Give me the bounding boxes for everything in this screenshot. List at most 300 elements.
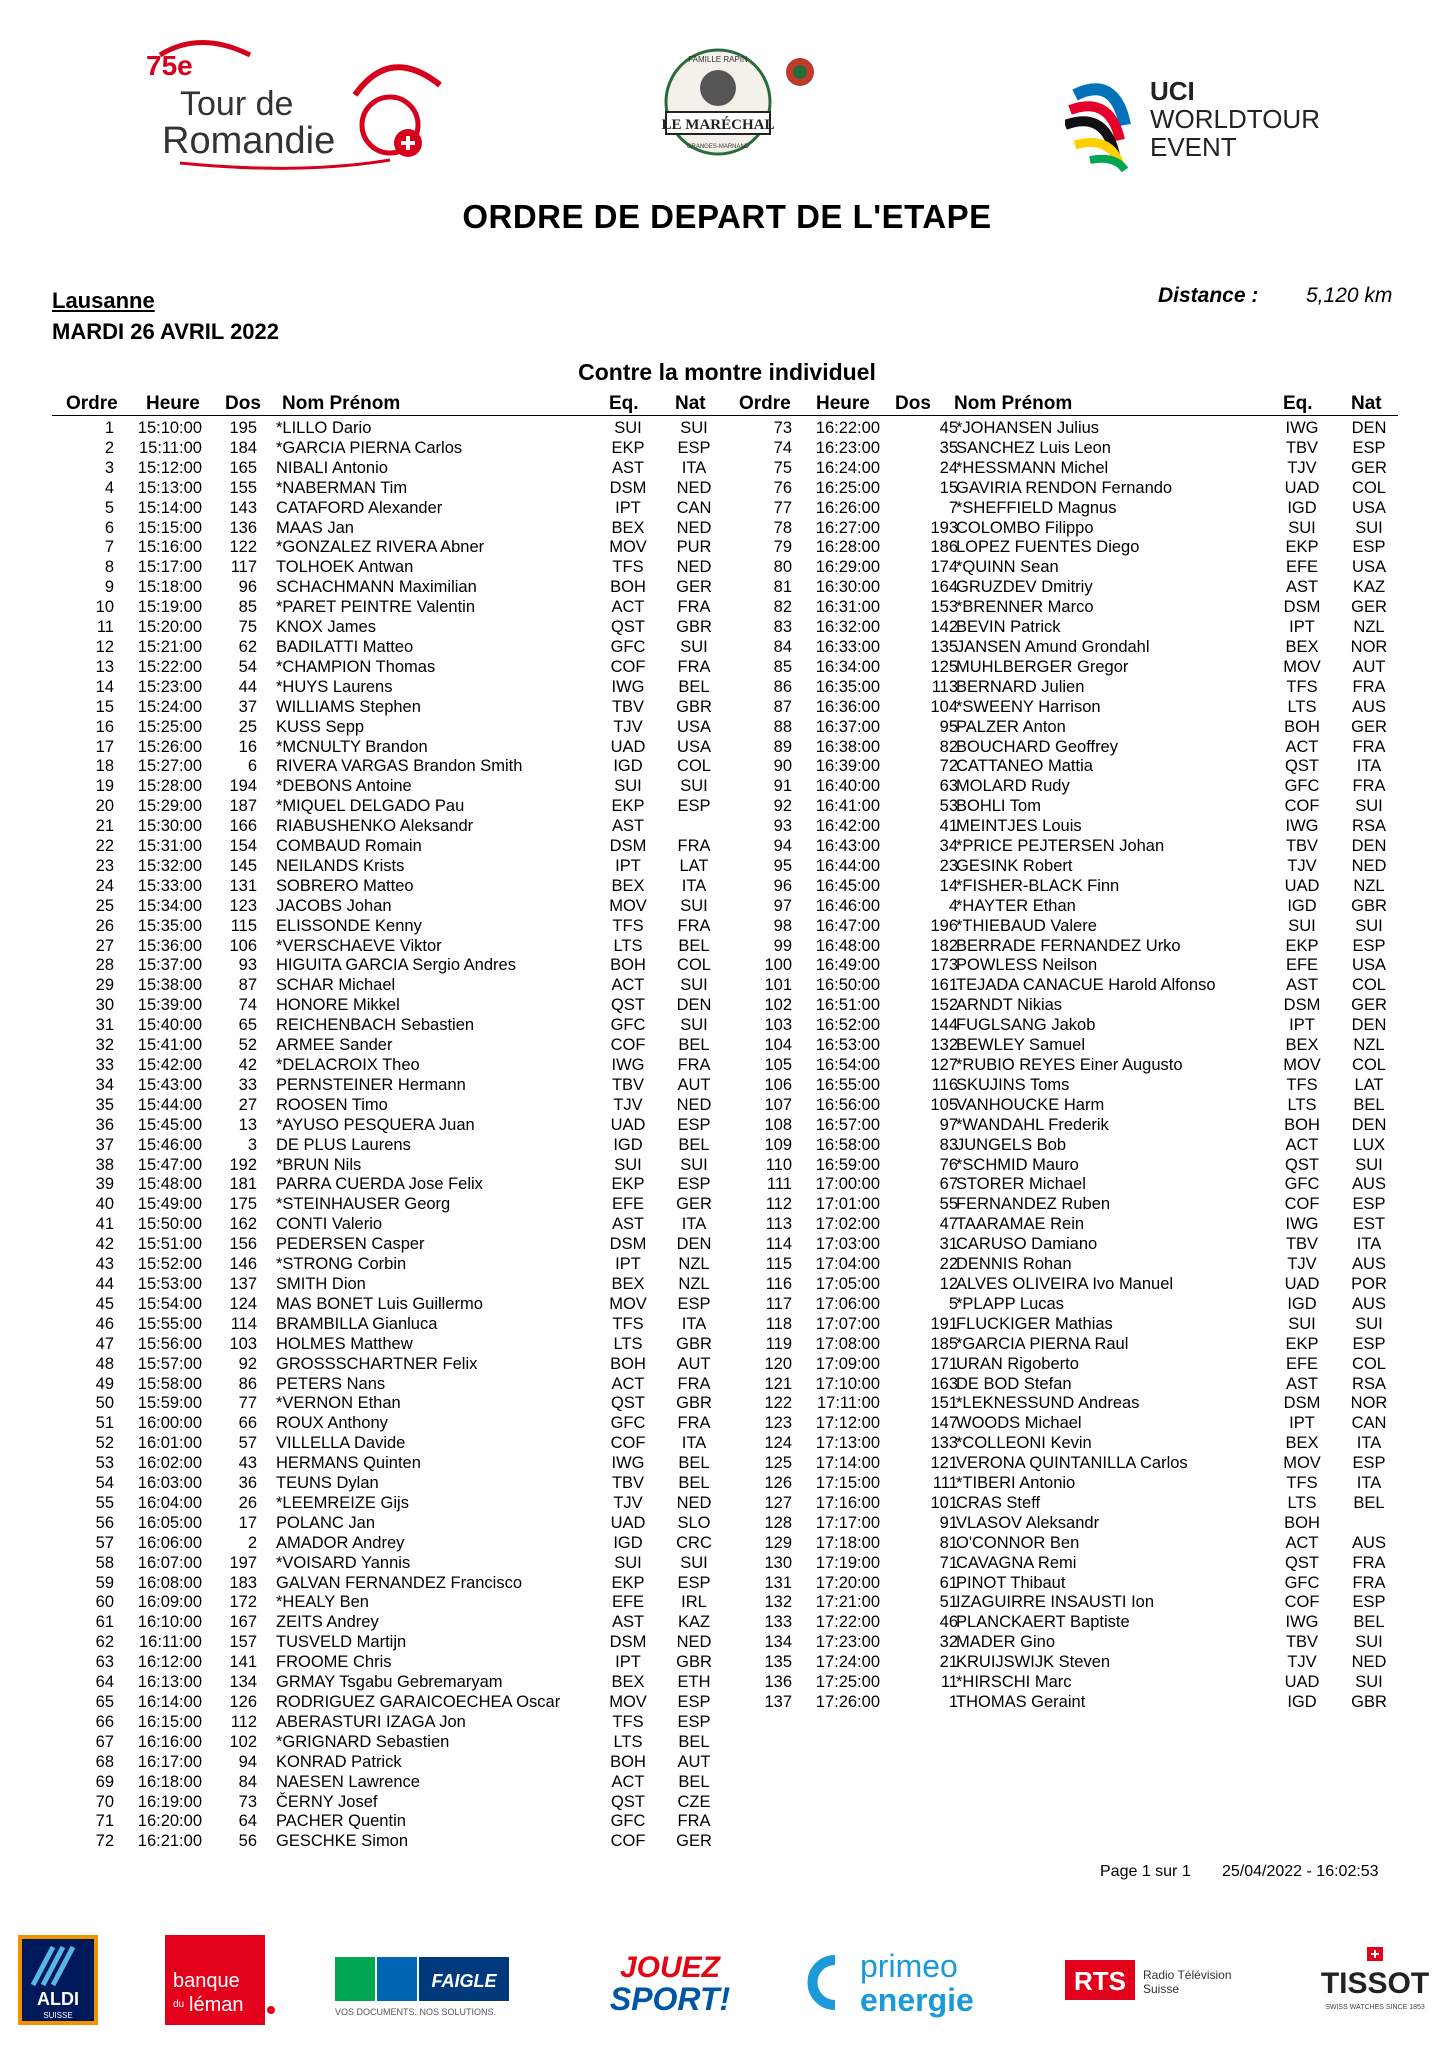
rider-start-time: 16:58:00 <box>815 1135 880 1154</box>
rider-name: REICHENBACH Sebastien <box>276 1016 475 1035</box>
table-row <box>720 1673 1454 1693</box>
rider-name: ROUX Anthony <box>276 1414 388 1433</box>
rider-start-time: 17:03:00 <box>815 1235 880 1254</box>
rider-order: 2 <box>104 438 114 457</box>
rider-team: ACT <box>1285 737 1319 756</box>
table-row <box>0 1812 720 1832</box>
rider-bib: 72 <box>939 757 958 776</box>
rts-text: RTS <box>1074 1966 1126 1996</box>
rider-order: 1 <box>104 419 114 437</box>
rider-order: 47 <box>95 1334 114 1353</box>
table-row <box>0 1653 720 1673</box>
rider-name: ČERNY Josef <box>276 1792 378 1811</box>
table-row <box>0 499 720 519</box>
rider-nation: ESP <box>677 1115 711 1134</box>
rider-bib: 36 <box>238 1474 257 1493</box>
rider-nation: CAN <box>1351 1414 1387 1433</box>
rider-nation: ITA <box>681 876 707 895</box>
table-row <box>720 1375 1454 1395</box>
rider-nation: NZL <box>1353 618 1385 637</box>
rider-nation: FRA <box>677 837 711 856</box>
rider-order: 85 <box>773 657 792 676</box>
rider-start-time: 16:07:00 <box>137 1553 202 1572</box>
rider-bib: 163 <box>930 1374 958 1393</box>
rider-team: TBV <box>611 1474 645 1493</box>
rider-order: 57 <box>95 1533 114 1552</box>
rider-team: EFE <box>611 1593 645 1612</box>
rider-name: *JOHANSEN Julius <box>956 419 1100 437</box>
print-timestamp: 25/04/2022 - 16:02:53 <box>1222 1863 1379 1880</box>
rider-name: *PLAPP Lucas <box>956 1294 1064 1313</box>
rider-name: *FISHER-BLACK Finn <box>956 876 1120 895</box>
rider-team: TJV <box>613 1095 643 1114</box>
rider-order: 76 <box>773 478 792 497</box>
table-row <box>720 538 1454 558</box>
rider-bib: 3 <box>247 1135 257 1154</box>
rider-nation: NOR <box>1350 1394 1388 1413</box>
rider-name: SCHAR Michael <box>276 976 396 995</box>
rider-nation: FRA <box>677 1414 711 1433</box>
rider-name: *HESSMANN Michel <box>956 458 1109 477</box>
rider-nation: NED <box>1351 856 1387 875</box>
table-row <box>720 718 1454 738</box>
rider-start-time: 15:16:00 <box>137 538 202 557</box>
rider-name: ALVES OLIVEIRA Ivo Manuel <box>956 1274 1174 1293</box>
rider-nation: GER <box>676 1832 712 1851</box>
rider-name: CATTANEO Mattia <box>956 757 1093 776</box>
rider-order: 73 <box>773 419 792 437</box>
rider-name: TOLHOEK Antwan <box>276 558 414 577</box>
rider-start-time: 15:52:00 <box>137 1255 202 1274</box>
rider-name: WOODS Michael <box>956 1414 1082 1433</box>
rider-nation: ITA <box>681 1434 707 1453</box>
rider-bib: 141 <box>229 1653 257 1672</box>
rider-team: BEX <box>611 1673 645 1692</box>
rider-order: 19 <box>95 777 114 796</box>
rider-team: IGD <box>613 757 643 776</box>
rider-start-time: 15:25:00 <box>137 717 202 736</box>
rider-nation: AUT <box>1352 657 1386 676</box>
rider-order: 137 <box>764 1693 792 1711</box>
rider-team: TBV <box>1285 438 1319 457</box>
rider-bib: 53 <box>939 797 958 816</box>
rider-team: IWG <box>1285 419 1319 437</box>
rider-order: 70 <box>95 1792 114 1811</box>
rider-nation: COL <box>677 956 711 975</box>
rider-nation: BEL <box>678 677 710 696</box>
rider-team: COF <box>1284 797 1320 816</box>
rider-order: 45 <box>95 1294 114 1313</box>
table-row <box>0 718 720 738</box>
rider-order: 58 <box>95 1553 114 1572</box>
rider-nation: ITA <box>1356 1235 1382 1254</box>
rider-order: 101 <box>764 976 792 995</box>
rider-bib: 127 <box>930 1056 958 1074</box>
rider-order: 75 <box>773 458 792 477</box>
rider-bib: 132 <box>930 1036 958 1055</box>
stage-type: Contre la montre individuel <box>578 359 876 385</box>
rider-start-time: 16:26:00 <box>815 498 880 517</box>
rider-start-time: 17:01:00 <box>815 1195 880 1214</box>
rider-bib: 83 <box>939 1135 958 1154</box>
rider-order: 124 <box>764 1434 792 1453</box>
rider-nation: ESP <box>1352 1454 1386 1473</box>
rider-start-time: 15:51:00 <box>137 1235 202 1254</box>
rider-start-time: 15:19:00 <box>137 598 202 617</box>
table-row <box>0 459 720 479</box>
rider-nation: ESP <box>677 1573 711 1592</box>
rider-start-time: 16:14:00 <box>137 1693 202 1711</box>
rider-nation: SUI <box>1355 916 1383 935</box>
rider-order: 65 <box>95 1693 114 1711</box>
rider-start-time: 15:49:00 <box>137 1195 202 1214</box>
rider-order: 25 <box>95 896 114 915</box>
table-row <box>720 857 1454 877</box>
rider-team: TFS <box>612 558 644 577</box>
rider-start-time: 16:32:00 <box>815 618 880 637</box>
rider-name: *LILLO Dario <box>276 419 372 437</box>
rider-bib: 174 <box>930 558 958 577</box>
rider-order: 24 <box>95 876 114 895</box>
rider-bib: 187 <box>229 797 257 816</box>
rider-bib: 13 <box>238 1115 257 1134</box>
rider-team: UAD <box>1284 1673 1320 1692</box>
rider-name: BERRADE FERNANDEZ Urko <box>956 936 1181 955</box>
rider-team: BOH <box>610 956 646 975</box>
rider-nation: IRL <box>681 1593 707 1612</box>
rider-order: 27 <box>95 936 114 955</box>
rider-name: *BRENNER Marco <box>956 598 1094 617</box>
rider-order: 126 <box>764 1474 792 1493</box>
primeo-text-1: primeo <box>860 1948 958 1984</box>
rider-team: IPT <box>615 1255 641 1274</box>
rts-logo <box>1065 1935 1245 2025</box>
rider-start-time: 16:31:00 <box>815 598 880 617</box>
table-row <box>0 1593 720 1613</box>
rider-order: 18 <box>95 757 114 776</box>
rider-bib: 156 <box>229 1235 257 1254</box>
rider-order: 10 <box>95 598 114 617</box>
rider-team: DSM <box>609 837 647 856</box>
rider-nation: SUI <box>680 777 708 796</box>
tour-de-romandie-logo <box>140 35 480 175</box>
rider-start-time: 17:14:00 <box>815 1454 880 1473</box>
rider-order: 105 <box>764 1056 792 1074</box>
rider-name: COMBAUD Romain <box>276 837 422 856</box>
rider-name: SOBRERO Matteo <box>276 876 414 895</box>
rider-team: IGD <box>1287 896 1317 915</box>
rider-start-time: 16:02:00 <box>137 1454 202 1473</box>
rider-bib: 115 <box>230 916 257 935</box>
rider-name: GESCHKE Simon <box>276 1832 409 1851</box>
rider-nation: AUT <box>677 1075 711 1094</box>
rider-bib: 67 <box>939 1175 958 1194</box>
marechal-top: FAMILLE RAPIN <box>688 55 748 64</box>
rider-start-time: 15:17:00 <box>137 558 202 577</box>
rider-start-time: 15:32:00 <box>137 856 202 875</box>
rider-team: MOV <box>609 1693 647 1711</box>
rider-name: KUSS Sepp <box>276 717 365 736</box>
rider-nation: GER <box>1351 717 1387 736</box>
rider-order: 128 <box>764 1513 792 1532</box>
rider-nation: LAT <box>679 856 709 875</box>
rider-name: PERNSTEINER Hermann <box>276 1075 466 1094</box>
rider-nation: BEL <box>1353 1613 1385 1632</box>
rider-team: BOH <box>1284 717 1320 736</box>
rider-order: 123 <box>764 1414 792 1433</box>
table-row <box>0 618 720 638</box>
rider-name: HERMANS Quinten <box>276 1454 421 1473</box>
faigle-logo <box>335 1935 515 2025</box>
rider-order: 110 <box>765 1155 792 1174</box>
rider-start-time: 15:53:00 <box>137 1274 202 1293</box>
rider-order: 87 <box>773 697 792 716</box>
rider-order: 50 <box>95 1394 114 1413</box>
rider-start-time: 15:13:00 <box>137 478 202 497</box>
rider-nation: FRA <box>1352 677 1386 696</box>
table-row <box>720 996 1454 1016</box>
rider-nation: POR <box>1351 1274 1387 1293</box>
rider-name: *RUBIO REYES Einer Augusto <box>956 1056 1183 1074</box>
table-row <box>720 479 1454 499</box>
rider-start-time: 16:46:00 <box>815 896 880 915</box>
rider-team: IGD <box>613 1135 643 1154</box>
rider-bib: 181 <box>229 1175 257 1194</box>
table-row <box>0 738 720 758</box>
col-eq: Eq. <box>609 393 639 414</box>
rider-name: GRUZDEV Dmitriy <box>956 578 1093 597</box>
rider-start-time: 16:06:00 <box>137 1533 202 1552</box>
rider-name: *GARCIA PIERNA Raul <box>956 1334 1129 1353</box>
rider-order: 9 <box>104 578 114 597</box>
rider-order: 135 <box>764 1653 792 1672</box>
rider-start-time: 17:11:00 <box>816 1394 880 1413</box>
rider-team: EKP <box>611 797 645 816</box>
rider-bib: 61 <box>939 1573 958 1592</box>
table-row <box>0 1056 720 1076</box>
rider-bib: 116 <box>931 1075 958 1094</box>
table-row <box>720 877 1454 897</box>
rider-team: DSM <box>1283 1394 1321 1413</box>
rider-team: IPT <box>615 498 641 517</box>
rider-nation: BEL <box>678 1474 710 1493</box>
rider-bib: 51 <box>939 1593 958 1612</box>
rider-order: 80 <box>773 558 792 577</box>
rider-name: *HIRSCHI Marc <box>956 1673 1072 1692</box>
rider-order: 26 <box>95 916 114 935</box>
rider-team: TFS <box>1286 677 1318 696</box>
table-row <box>720 578 1454 598</box>
rider-nation: BEL <box>678 1454 710 1473</box>
table-row <box>720 1096 1454 1116</box>
table-row <box>720 1156 1454 1176</box>
rider-name: STORER Michael <box>956 1175 1086 1194</box>
rider-name: BOUCHARD Geoffrey <box>956 737 1118 756</box>
rider-start-time: 16:41:00 <box>815 797 880 816</box>
rider-order: 67 <box>95 1732 114 1751</box>
rider-name: *LEEMREIZE Gijs <box>276 1493 409 1512</box>
rider-order: 15 <box>95 697 114 716</box>
table-row <box>720 1195 1454 1215</box>
rider-name: TUSVELD Martijn <box>276 1633 407 1652</box>
rider-start-time: 17:18:00 <box>815 1533 880 1552</box>
rider-start-time: 15:59:00 <box>137 1394 202 1413</box>
rider-start-time: 15:12:00 <box>137 458 202 477</box>
rider-start-time: 15:35:00 <box>137 916 202 935</box>
rider-name: O'CONNOR Ben <box>956 1533 1080 1552</box>
rider-start-time: 16:17:00 <box>137 1752 202 1771</box>
rider-name: *MIQUEL DELGADO Pau <box>276 797 465 816</box>
rider-start-time: 16:05:00 <box>137 1513 202 1532</box>
rider-order: 79 <box>773 538 792 557</box>
rider-order: 22 <box>95 837 114 856</box>
table-row <box>720 1633 1454 1653</box>
table-row <box>0 439 720 459</box>
rider-team: IPT <box>1289 618 1315 637</box>
rider-start-time: 16:50:00 <box>815 976 880 995</box>
rider-team: UAD <box>610 737 646 756</box>
rider-name: *CHAMPION Thomas <box>276 657 436 676</box>
rider-start-time: 16:52:00 <box>815 1016 880 1035</box>
rider-name: HOLMES Matthew <box>276 1334 413 1353</box>
rider-bib: 25 <box>238 717 257 736</box>
rider-nation: LUX <box>1352 1135 1386 1154</box>
faigle-text: FAIGLE <box>431 1971 497 1991</box>
rider-nation: SUI <box>680 419 708 437</box>
rider-start-time: 15:55:00 <box>137 1314 202 1333</box>
rider-name: *AYUSO PESQUERA Juan <box>276 1115 475 1134</box>
rider-nation: FRA <box>677 1812 711 1831</box>
table-row <box>0 797 720 817</box>
table-row <box>0 1355 720 1375</box>
rider-bib: 91 <box>939 1513 958 1532</box>
rider-start-time: 15:39:00 <box>137 996 202 1015</box>
rider-start-time: 16:37:00 <box>815 717 880 736</box>
rider-start-time: 15:26:00 <box>137 737 202 756</box>
rider-order: 35 <box>95 1095 114 1114</box>
table-row <box>0 538 720 558</box>
rider-name: IZAGUIRRE INSAUSTI Ion <box>956 1593 1155 1612</box>
rider-name: VLASOV Aleksandr <box>956 1513 1100 1532</box>
rider-team: ACT <box>611 1374 645 1393</box>
rider-order: 131 <box>764 1573 792 1592</box>
uci-worldtour-logo <box>1065 65 1335 175</box>
rider-order: 28 <box>95 956 114 975</box>
rider-order: 37 <box>95 1135 114 1154</box>
rider-start-time: 16:18:00 <box>137 1772 202 1791</box>
start-list-right <box>720 419 1454 1713</box>
rider-nation: COL <box>1352 1056 1386 1074</box>
rider-start-time: 17:07:00 <box>815 1314 880 1333</box>
rider-nation: GBR <box>676 1653 712 1672</box>
rider-bib: 123 <box>229 896 257 915</box>
rider-name: *QUINN Sean <box>956 558 1059 577</box>
rider-name: GALVAN FERNANDEZ Francisco <box>276 1573 523 1592</box>
rider-start-time: 17:08:00 <box>815 1334 880 1353</box>
rider-name: *PRICE PEJTERSEN Johan <box>956 837 1165 856</box>
rider-team: ACT <box>1285 1135 1319 1154</box>
rider-order: 20 <box>95 797 114 816</box>
rider-nation: DEN <box>1351 419 1387 437</box>
rider-order: 51 <box>95 1414 114 1433</box>
rider-start-time: 15:30:00 <box>137 817 202 836</box>
rider-team: EKP <box>611 1175 645 1194</box>
rider-start-time: 17:09:00 <box>815 1354 880 1373</box>
rider-start-time: 16:16:00 <box>137 1732 202 1751</box>
rider-bib: 182 <box>930 936 958 955</box>
rider-nation: GBR <box>676 1334 712 1353</box>
rider-bib: 161 <box>930 976 958 995</box>
table-row <box>720 1076 1454 1096</box>
rider-start-time: 16:10:00 <box>137 1613 202 1632</box>
rider-start-time: 15:54:00 <box>137 1294 202 1313</box>
table-row <box>720 1574 1454 1594</box>
rider-team: COF <box>610 1832 646 1851</box>
rider-team: LTS <box>1287 1493 1317 1512</box>
rider-team: DSM <box>1283 996 1321 1015</box>
rider-name: BRAMBILLA Gianluca <box>276 1314 438 1333</box>
rider-start-time: 15:29:00 <box>137 797 202 816</box>
rider-nation: NZL <box>678 1255 710 1274</box>
bcl-logo <box>165 1935 275 2025</box>
rider-order: 3 <box>104 458 114 477</box>
rider-team: SUI <box>614 777 642 796</box>
rider-nation: ESP <box>1352 438 1386 457</box>
table-row <box>0 698 720 718</box>
rider-order: 29 <box>95 976 114 995</box>
rider-team: MOV <box>1283 1056 1321 1074</box>
rider-bib: 37 <box>238 697 257 716</box>
rider-name: AMADOR Andrey <box>276 1533 405 1552</box>
rider-team: TBV <box>1285 1633 1319 1652</box>
rider-team: EFE <box>1285 558 1319 577</box>
table-row <box>0 1554 720 1574</box>
rider-start-time: 15:40:00 <box>137 1016 202 1035</box>
rider-order: 54 <box>95 1474 114 1493</box>
rider-order: 102 <box>764 996 792 1015</box>
rider-team: EKP <box>611 438 645 457</box>
start-list-left <box>0 419 720 1852</box>
table-row <box>0 1036 720 1056</box>
rider-team: TBV <box>1285 837 1319 856</box>
rider-bib: 172 <box>229 1593 257 1612</box>
table-row <box>0 1673 720 1693</box>
rider-order: 125 <box>764 1454 792 1473</box>
rider-team: TJV <box>613 1493 643 1512</box>
rider-name: TEJADA CANACUE Harold Alfonso <box>956 976 1216 995</box>
rider-start-time: 15:37:00 <box>137 956 202 975</box>
rider-team: TFS <box>1286 1075 1318 1094</box>
rider-bib: 184 <box>229 438 257 457</box>
rider-order: 69 <box>95 1772 114 1791</box>
table-row <box>0 1434 720 1454</box>
rider-order: 74 <box>773 438 792 457</box>
rider-bib: 175 <box>229 1195 257 1214</box>
table-row <box>0 777 720 797</box>
rider-team: GFC <box>1284 1573 1320 1592</box>
rider-bib: 185 <box>930 1334 958 1353</box>
rider-team: TJV <box>1287 1255 1317 1274</box>
rider-bib: 191 <box>930 1314 958 1333</box>
rider-team: BEX <box>611 518 645 537</box>
rider-bib: 154 <box>229 837 257 856</box>
rider-name: CRAS Steff <box>956 1493 1041 1512</box>
table-row <box>0 917 720 937</box>
rider-name: JANSEN Amund Grondahl <box>956 637 1150 656</box>
marechal-name: LE MARÉCHAL <box>661 117 775 133</box>
table-row <box>0 1713 720 1733</box>
rider-name: TAARAMAE Rein <box>956 1215 1085 1234</box>
